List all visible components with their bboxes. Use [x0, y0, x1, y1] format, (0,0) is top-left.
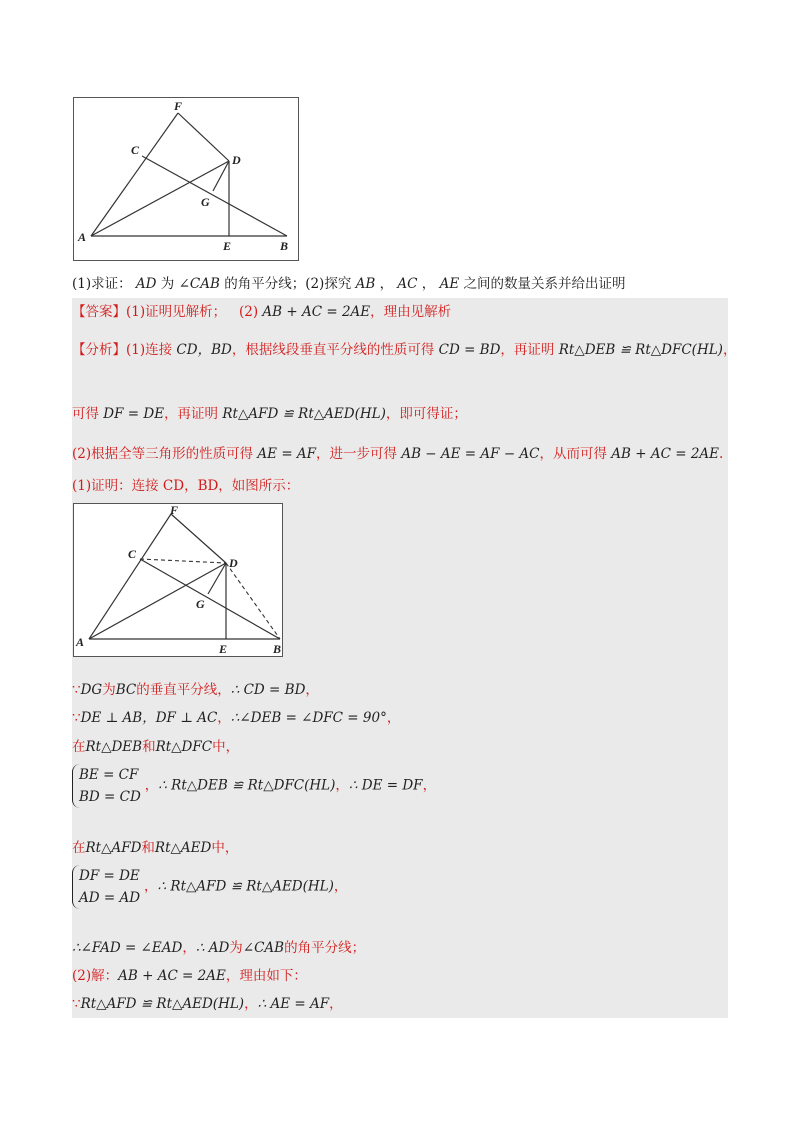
line-FD: [178, 113, 229, 161]
point-label-D: D: [229, 556, 238, 570]
analysis-part: ，进一步可得: [316, 446, 398, 462]
math-CD-eq-BD: CD = BD: [438, 342, 501, 358]
math-perpendiculars: DE ⊥ AB，DF ⊥ AC: [80, 710, 218, 726]
analysis-line-1: [72, 340, 737, 360]
math-congruence-AFD-AED: ∴ Rt△AFD ≌ Rt△AED(HL): [157, 878, 334, 895]
math-AB-minus-AE: AB − AE = AF − AC: [401, 446, 540, 462]
figure-2-svg: [74, 504, 282, 656]
geometry-figure-1: [73, 97, 299, 261]
equation-system-2: [72, 865, 140, 909]
math-final-relation: AB + AC = 2AE: [611, 446, 720, 462]
proof-text: ，: [329, 996, 343, 1012]
proof-text: 的垂直平分线，: [136, 682, 231, 698]
math-final-relation: AB + AC = 2AE: [118, 968, 226, 984]
proof-text: 和: [142, 739, 156, 755]
point-label-F: F: [170, 504, 179, 517]
math-congruence-DEB-DFC: Rt△DEB ≌ Rt△DFC(HL): [558, 342, 723, 358]
proof-text: ，: [386, 710, 401, 726]
proof-line-4: [72, 737, 728, 757]
proof-line-5: [72, 838, 728, 858]
proof-line-8: [72, 994, 728, 1014]
figure-1-svg: [74, 98, 298, 260]
proof-heading: [72, 476, 728, 496]
geometry-figure-2: [73, 503, 283, 657]
question-part: 为: [160, 276, 175, 292]
point-label-E: E: [219, 642, 228, 656]
proof-system-1: [72, 764, 728, 808]
analysis-part: ，即可得证；: [385, 406, 467, 422]
line-AF: [91, 113, 178, 236]
proof-text: ，: [244, 996, 258, 1012]
math-AE: AE: [439, 276, 460, 292]
proof-text: (2)解：: [72, 968, 119, 984]
answer-part-1: (1)证明见解析；: [126, 304, 227, 320]
proof-text: ，: [335, 777, 349, 794]
analysis-label: 【分析】: [72, 342, 126, 358]
point-label-C: C: [131, 143, 140, 157]
because-symbol: ∵: [72, 682, 81, 698]
math-Rt-AED: Rt△AED: [154, 840, 212, 856]
analysis-line-3: [72, 444, 728, 464]
proof-text: ，: [182, 940, 196, 956]
analysis-part: (2)根据全等三角形的性质可得: [72, 446, 254, 462]
math-DF-eq-DE: DF = DE: [103, 406, 165, 422]
line-FD: [171, 514, 226, 563]
proof-text: ，: [422, 777, 437, 794]
proof-text: 的角平分线；: [284, 940, 366, 956]
math-DE-eq-DF: ∴ DE = DF: [348, 777, 423, 794]
system-row: BE = CF: [79, 767, 139, 783]
math-AE-eq-AF: AE = AF: [257, 446, 317, 462]
system-row: BD = CD: [79, 789, 141, 805]
math-angle-CAB: ∠CAB: [178, 276, 220, 292]
math-AB: AB: [355, 276, 376, 292]
proof-line-6: [72, 938, 728, 958]
point-label-F: F: [174, 99, 183, 113]
math-congruence-AFD-AED: Rt△AFD ≌ Rt△AED(HL): [222, 406, 386, 422]
dashed-line-DB: [226, 563, 280, 639]
analysis-part: 可得: [72, 406, 99, 422]
proof-text: 中，: [212, 739, 240, 755]
proof-text: ，: [305, 682, 319, 698]
math-DG: DG: [80, 682, 103, 698]
point-label-B: B: [280, 239, 289, 253]
math-CD-eq-BD: ∴ CD = BD: [230, 682, 306, 698]
answer-label: 【答案】: [72, 304, 126, 320]
point-label-E: E: [223, 239, 232, 253]
point-label-C: C: [128, 547, 137, 561]
math-angle-CAB: ∠CAB: [242, 940, 285, 956]
equation-system-1: [72, 764, 141, 808]
math-congruence-AFD-AED: Rt△AFD ≌ Rt△AED(HL): [80, 996, 245, 1012]
analysis-part: ，根据线段垂直平分线的性质可得: [231, 342, 435, 358]
question-part: ，: [379, 276, 394, 292]
proof-text: 中，: [211, 840, 239, 856]
proof-line-2: [72, 680, 728, 700]
proof-text: 为: [102, 682, 116, 698]
analysis-line-2: [72, 404, 728, 424]
point-label-A: A: [78, 230, 87, 244]
point-label-A: A: [76, 635, 85, 649]
proof-text: ，: [144, 777, 159, 794]
answer-part-2: (2): [239, 304, 259, 320]
line-AD: [89, 563, 226, 639]
proof-text: 在: [72, 739, 86, 755]
proof-text: ，理由如下：: [225, 968, 307, 984]
proof-text: ，: [217, 710, 231, 726]
analysis-part: ，再证明: [164, 406, 219, 422]
analysis-part: .: [719, 446, 724, 462]
question-part: 之间的数量关系并给出证明: [463, 276, 626, 292]
proof-line-7: [72, 966, 728, 986]
math-Rt-DFC: Rt△DFC: [155, 739, 213, 755]
math-answer-relation: AB + AC = 2AE: [262, 304, 371, 320]
math-Rt-AFD: Rt△AFD: [85, 840, 142, 856]
proof-text: 为: [229, 940, 243, 956]
analysis-part: ，从而可得: [539, 446, 607, 462]
analysis-part: ，: [722, 342, 737, 358]
dashed-line-CD: [140, 559, 226, 563]
math-right-angles: ∴∠DEB = ∠DFC = 90°: [230, 710, 387, 726]
proof-text: 和: [141, 840, 155, 856]
proof-line-3: [72, 708, 728, 728]
question-part: (1)求证：: [72, 276, 132, 292]
proof-text: (1)证明：连接 CD，BD，如图所示：: [72, 478, 300, 494]
line-AF: [89, 514, 171, 639]
point-label-D: D: [232, 153, 241, 167]
math-AC: AC: [397, 276, 418, 292]
answer-part-3: ，理由见解析: [370, 304, 452, 320]
point-label-G: G: [201, 195, 210, 209]
question-text: [72, 274, 728, 294]
point-label-G: G: [196, 597, 205, 611]
point-label-B: B: [273, 642, 282, 656]
because-symbol: ∵: [72, 710, 81, 726]
math-therefore-AD: ∴ AD: [195, 940, 230, 956]
math-equal-angles: ∴∠FAD = ∠EAD: [72, 940, 183, 956]
math-CD-BD: CD，BD: [176, 342, 232, 358]
proof-text: 在: [72, 840, 86, 856]
analysis-part: (1)连接: [126, 342, 173, 358]
math-Rt-DEB: Rt△DEB: [85, 739, 143, 755]
answer-line: [72, 302, 728, 322]
proof-text: ，: [333, 878, 348, 895]
math-BC: BC: [115, 682, 137, 698]
question-part: 的角平分线；(2)探究: [224, 276, 352, 292]
proof-text: ，: [144, 878, 158, 895]
math-AE-eq-AF: ∴ AE = AF: [257, 996, 330, 1012]
question-part: ，: [421, 276, 436, 292]
math-congruence-DEB-DFC: ∴ Rt△DEB ≌ Rt△DFC(HL): [158, 777, 336, 794]
system-row: DF = DE: [79, 868, 140, 884]
because-symbol: ∵: [72, 996, 81, 1012]
analysis-part: ，再证明: [500, 342, 555, 358]
system-row: AD = AD: [79, 890, 141, 906]
math-AD: AD: [135, 276, 157, 292]
proof-system-2: [72, 865, 728, 909]
